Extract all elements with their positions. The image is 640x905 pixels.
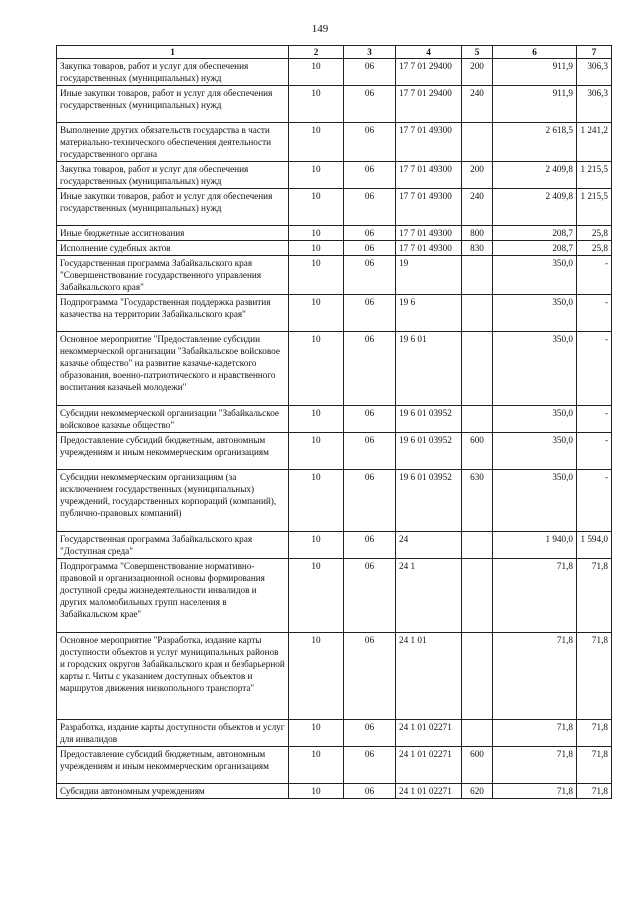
amount-actual: 71,8	[577, 633, 612, 720]
section-code: 10	[289, 470, 344, 532]
section-code: 10	[289, 189, 344, 226]
expense-type-code	[462, 332, 493, 406]
table-row	[57, 747, 612, 784]
section-code: 10	[289, 406, 344, 433]
header-cell: 2	[289, 46, 344, 59]
table-row	[57, 406, 612, 433]
row-name: Подпрограмма "Государственная поддержка развития казачества на территории Забайкальского края"	[57, 295, 289, 332]
header-cell: 3	[344, 46, 396, 59]
expense-type-code	[462, 633, 493, 720]
amount-plan: 911,9	[493, 86, 577, 123]
target-article-code: 19 6 01	[396, 332, 462, 406]
section-code: 10	[289, 532, 344, 559]
section-code: 10	[289, 433, 344, 470]
subsection-code: 06	[344, 332, 396, 406]
section-code: 10	[289, 559, 344, 633]
table-row	[57, 470, 612, 532]
table-row	[57, 59, 612, 86]
section-code: 10	[289, 241, 344, 256]
section-code: 10	[289, 123, 344, 162]
row-name: Закупка товаров, работ и услуг для обеспечения государственных (муниципальных) нужд	[57, 59, 289, 86]
amount-plan: 71,8	[493, 784, 577, 799]
amount-plan: 71,8	[493, 559, 577, 633]
amount-actual: 25,8	[577, 226, 612, 241]
target-article-code: 17 7 01 29400	[396, 86, 462, 123]
amount-plan: 350,0	[493, 332, 577, 406]
row-name: Предоставление субсидий бюджетным, автономным учреждениям и иным некоммерческим организациям	[57, 433, 289, 470]
subsection-code: 06	[344, 123, 396, 162]
expense-type-code	[462, 406, 493, 433]
table-row	[57, 86, 612, 123]
subsection-code: 06	[344, 406, 396, 433]
expense-type-code: 600	[462, 747, 493, 784]
row-name: Иные закупки товаров, работ и услуг для обеспечения государственных (муниципальных) нужд	[57, 86, 289, 123]
amount-actual: 1 215,5	[577, 162, 612, 189]
subsection-code: 06	[344, 256, 396, 295]
expense-type-code: 620	[462, 784, 493, 799]
amount-actual: 71,8	[577, 720, 612, 747]
subsection-code: 06	[344, 59, 396, 86]
amount-plan: 2 618,5	[493, 123, 577, 162]
subsection-code: 06	[344, 295, 396, 332]
amount-plan: 71,8	[493, 720, 577, 747]
target-article-code: 17 7 01 49300	[396, 189, 462, 226]
amount-plan: 208,7	[493, 226, 577, 241]
budget-table	[56, 45, 612, 799]
row-name: Разработка, издание карты доступности объектов и услуг для инвалидов	[57, 720, 289, 747]
row-name: Субсидии автономным учреждениям	[57, 784, 289, 799]
expense-type-code	[462, 256, 493, 295]
table-row	[57, 189, 612, 226]
target-article-code: 19	[396, 256, 462, 295]
amount-plan: 2 409,8	[493, 189, 577, 226]
subsection-code: 06	[344, 189, 396, 226]
subsection-code: 06	[344, 720, 396, 747]
target-article-code: 17 7 01 49300	[396, 241, 462, 256]
amount-actual: -	[577, 470, 612, 532]
amount-actual: 1 215,5	[577, 189, 612, 226]
section-code: 10	[289, 295, 344, 332]
header-cell: 5	[462, 46, 493, 59]
expense-type-code	[462, 532, 493, 559]
target-article-code: 24 1	[396, 559, 462, 633]
amount-plan: 2 409,8	[493, 162, 577, 189]
section-code: 10	[289, 256, 344, 295]
row-name: Выполнение других обязательств государства в части материально-технического обеспечения деятельности государственного органа	[57, 123, 289, 162]
amount-actual: 71,8	[577, 784, 612, 799]
expense-type-code	[462, 295, 493, 332]
table-row	[57, 123, 612, 162]
table-row	[57, 720, 612, 747]
section-code: 10	[289, 720, 344, 747]
expense-type-code: 200	[462, 59, 493, 86]
subsection-code: 06	[344, 433, 396, 470]
amount-plan: 350,0	[493, 295, 577, 332]
target-article-code: 24 1 01 02271	[396, 720, 462, 747]
expense-type-code: 830	[462, 241, 493, 256]
amount-actual: 71,8	[577, 559, 612, 633]
header-cell: 6	[493, 46, 577, 59]
amount-plan: 350,0	[493, 406, 577, 433]
amount-actual: -	[577, 256, 612, 295]
table-row	[57, 433, 612, 470]
row-name: Государственная программа Забайкальского края "Совершенствование государственного управления Забайкальского края"	[57, 256, 289, 295]
expense-type-code	[462, 720, 493, 747]
amount-plan: 71,8	[493, 633, 577, 720]
expense-type-code: 600	[462, 433, 493, 470]
table-row	[57, 559, 612, 633]
target-article-code: 17 7 01 49300	[396, 123, 462, 162]
target-article-code: 24 1 01 02271	[396, 784, 462, 799]
section-code: 10	[289, 162, 344, 189]
expense-type-code	[462, 559, 493, 633]
row-name: Основное мероприятие "Разработка, издание карты доступности объектов и услуг муниципальных районов и городских округов Забайкальского края и безбарьерной карты г. Читы с указанием доступных объектов и маршрутов движения низкопольного транспорта"	[57, 633, 289, 720]
subsection-code: 06	[344, 86, 396, 123]
row-name: Подпрограмма "Совершенствование нормативно-правовой и организационной основы формирования доступной среды жизнедеятельности инвалидов и других маломобильных групп населения в Забайкальском крае"	[57, 559, 289, 633]
amount-plan: 350,0	[493, 256, 577, 295]
section-code: 10	[289, 332, 344, 406]
target-article-code: 19 6	[396, 295, 462, 332]
table-row	[57, 241, 612, 256]
section-code: 10	[289, 226, 344, 241]
amount-actual: -	[577, 332, 612, 406]
amount-actual: -	[577, 433, 612, 470]
amount-plan: 208,7	[493, 241, 577, 256]
subsection-code: 06	[344, 747, 396, 784]
amount-actual: 71,8	[577, 747, 612, 784]
subsection-code: 06	[344, 241, 396, 256]
table-row	[57, 295, 612, 332]
row-name: Иные бюджетные ассигнования	[57, 226, 289, 241]
section-code: 10	[289, 633, 344, 720]
amount-plan: 350,0	[493, 470, 577, 532]
subsection-code: 06	[344, 470, 396, 532]
table-row	[57, 226, 612, 241]
target-article-code: 24	[396, 532, 462, 559]
amount-actual: 1 241,2	[577, 123, 612, 162]
section-code: 10	[289, 784, 344, 799]
subsection-code: 06	[344, 784, 396, 799]
row-name: Основное мероприятие "Предоставление субсидии некоммерческой организации "Забайкальское войсковое казачье общество" на развитие казачье-кадетского образования, военно-патриотического и нравственного воспитания казачьей молодежи"	[57, 332, 289, 406]
table-row	[57, 633, 612, 720]
row-name: Предоставление субсидий бюджетным, автономным учреждениям и иным некоммерческим организациям	[57, 747, 289, 784]
subsection-code: 06	[344, 633, 396, 720]
row-name: Закупка товаров, работ и услуг для обеспечения государственных (муниципальных) нужд	[57, 162, 289, 189]
table-row	[57, 332, 612, 406]
expense-type-code: 630	[462, 470, 493, 532]
amount-actual: 306,3	[577, 59, 612, 86]
table-row	[57, 784, 612, 799]
amount-plan: 1 940,0	[493, 532, 577, 559]
row-name: Государственная программа Забайкальского края "Доступная среда"	[57, 532, 289, 559]
target-article-code: 17 7 01 29400	[396, 59, 462, 86]
section-code: 10	[289, 86, 344, 123]
subsection-code: 06	[344, 559, 396, 633]
target-article-code: 19 6 01 03952	[396, 433, 462, 470]
subsection-code: 06	[344, 226, 396, 241]
expense-type-code: 240	[462, 86, 493, 123]
table-row	[57, 532, 612, 559]
amount-plan: 911,9	[493, 59, 577, 86]
target-article-code: 24 1 01	[396, 633, 462, 720]
header-cell: 4	[396, 46, 462, 59]
subsection-code: 06	[344, 532, 396, 559]
target-article-code: 19 6 01 03952	[396, 406, 462, 433]
expense-type-code: 800	[462, 226, 493, 241]
amount-actual: 25,8	[577, 241, 612, 256]
row-name: Субсидии некоммерческим организациям (за исключением государственных (муниципальных) учреждений, государственных корпораций (компаний), публично-правовых компаний)	[57, 470, 289, 532]
row-name: Субсидии некоммерческой организации "Забайкальское войсковое казачье общество"	[57, 406, 289, 433]
expense-type-code: 240	[462, 189, 493, 226]
row-name: Исполнение судебных актов	[57, 241, 289, 256]
amount-plan: 71,8	[493, 747, 577, 784]
amount-plan: 350,0	[493, 433, 577, 470]
target-article-code: 24 1 01 02271	[396, 747, 462, 784]
expense-type-code	[462, 123, 493, 162]
page-number: 149	[311, 23, 329, 35]
header-cell: 1	[57, 46, 289, 59]
target-article-code: 17 7 01 49300	[396, 162, 462, 189]
table-row	[57, 256, 612, 295]
amount-actual: 1 594,0	[577, 532, 612, 559]
section-code: 10	[289, 747, 344, 784]
amount-actual: -	[577, 295, 612, 332]
target-article-code: 19 6 01 03952	[396, 470, 462, 532]
table-row	[57, 162, 612, 189]
subsection-code: 06	[344, 162, 396, 189]
section-code: 10	[289, 59, 344, 86]
target-article-code: 17 7 01 49300	[396, 226, 462, 241]
amount-actual: -	[577, 406, 612, 433]
expense-type-code: 200	[462, 162, 493, 189]
amount-actual: 306,3	[577, 86, 612, 123]
row-name: Иные закупки товаров, работ и услуг для обеспечения государственных (муниципальных) нужд	[57, 189, 289, 226]
header-cell: 7	[577, 46, 612, 59]
header-row	[57, 46, 612, 59]
